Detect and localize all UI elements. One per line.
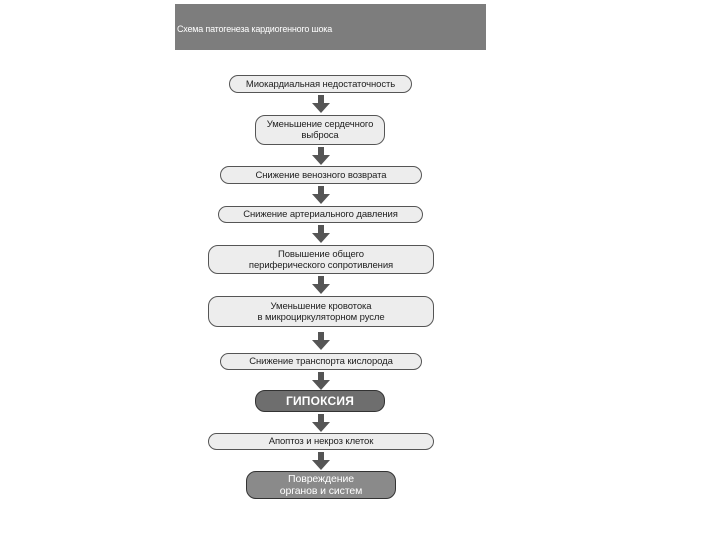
node-reduced-oxygen-transport: Снижение транспорта кислорода bbox=[220, 353, 422, 370]
node-increased-peripheral-resistance: Повышение общего периферического сопротивления bbox=[208, 245, 434, 274]
node-reduced-venous-return: Снижение венозного возврата bbox=[220, 166, 422, 184]
node-apoptosis-necrosis: Апоптоз и некроз клеток bbox=[208, 433, 434, 450]
node-myocardial-insufficiency: Миокардиальная недостаточность bbox=[229, 75, 412, 93]
node-reduced-cardiac-output: Уменьшение сердечного выброса bbox=[255, 115, 385, 145]
arrow-down-icon bbox=[311, 452, 331, 470]
node-reduced-microcirculation: Уменьшение кровотока в микроциркуляторном русле bbox=[208, 296, 434, 327]
arrow-down-icon bbox=[311, 95, 331, 113]
arrow-down-icon bbox=[311, 332, 331, 350]
node-reduced-arterial-pressure: Снижение артериального давления bbox=[218, 206, 423, 223]
arrow-down-icon bbox=[311, 414, 331, 432]
arrow-down-icon bbox=[311, 225, 331, 243]
arrow-down-icon bbox=[311, 372, 331, 390]
title-banner bbox=[175, 4, 486, 50]
diagram-title: Схема патогенеза кардиогенного шока bbox=[177, 24, 333, 34]
arrow-down-icon bbox=[311, 147, 331, 165]
arrow-down-icon bbox=[311, 186, 331, 204]
node-hypoxia: ГИПОКСИЯ bbox=[255, 390, 385, 412]
arrow-down-icon bbox=[311, 276, 331, 294]
node-organ-damage: Повреждение органов и систем bbox=[246, 471, 396, 499]
